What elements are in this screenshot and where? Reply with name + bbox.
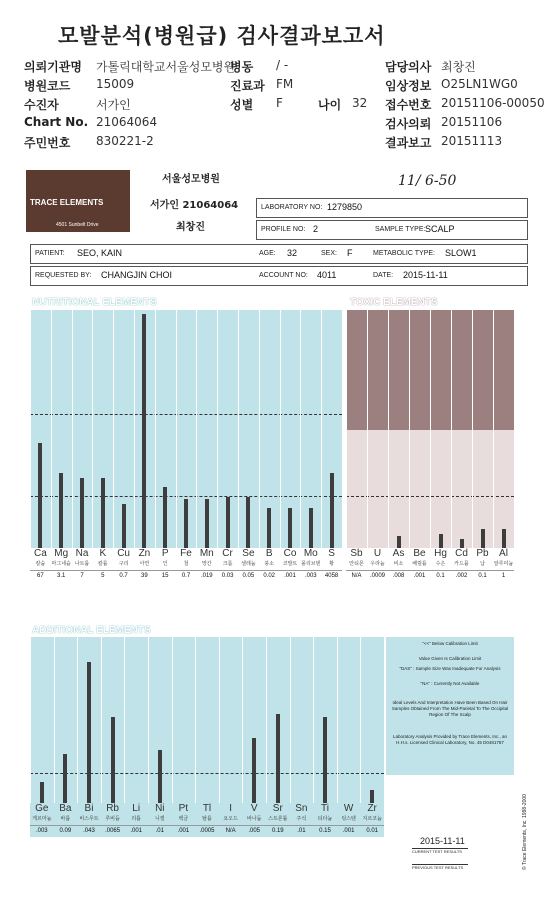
age-label: 나이 [318, 98, 342, 112]
nutritional-symbol: Na [75, 548, 89, 559]
toxic-symbol: Al [499, 548, 508, 559]
additional-korean-name: 루비듐 [105, 816, 120, 822]
nutritional-korean-name: 칼륨 [97, 561, 108, 567]
toxic-value: 0.1 [472, 570, 493, 579]
nutritional-korean-name: 몰리브덴 [301, 561, 321, 567]
header-value: 15009 [96, 77, 135, 91]
hospital-stamp: 서울성모병원 [162, 174, 220, 185]
additional-symbol: Ba [59, 803, 72, 814]
nutritional-value: 0.7 [113, 570, 134, 579]
nutritional-korean-name: 셀레늄 [241, 561, 256, 567]
date-value: 2015-11-11 [403, 270, 448, 280]
nutritional-value: .019 [196, 570, 217, 579]
additional-value: N/A [219, 825, 243, 834]
toxic-bar [460, 539, 464, 548]
additional-symbol: I [229, 803, 232, 814]
header-label: 주민번호 [24, 136, 71, 150]
nutritional-symbol: Cr [222, 548, 233, 559]
additional-column-divider [360, 637, 361, 803]
nutritional-bar [101, 478, 105, 548]
additional-korean-name: 티타늄 [317, 816, 333, 822]
header-label: 접수번호 [385, 98, 432, 112]
sheet-age-value: 32 [287, 248, 298, 258]
nutritional-title: NUTRITIONAL ELEMENTS [32, 297, 157, 308]
header-label: 의뢰기관명 [24, 60, 82, 74]
toxic-bar [439, 534, 443, 548]
nutritional-symbol: Ca [34, 548, 47, 559]
nutritional-bar [309, 508, 313, 548]
nutritional-column-divider [92, 310, 93, 548]
additional-korean-name: 주석 [296, 816, 307, 822]
nutritional-symbol: Mo [303, 548, 318, 559]
toxic-korean-name: 수은 [435, 561, 446, 567]
additional-column-divider [148, 637, 149, 803]
toxic-symbol: Cd [455, 548, 468, 559]
additional-column-divider [30, 637, 31, 803]
header-value: 서가인 [96, 98, 131, 112]
nutritional-value: 15 [155, 570, 176, 579]
nutritional-bar [288, 508, 292, 548]
header-value: FM [276, 77, 294, 91]
additional-korean-name: 지르코늄 [362, 816, 382, 822]
additional-column-divider [337, 637, 338, 803]
nutritional-column-divider [217, 310, 218, 548]
header-label: 진료과 [230, 79, 265, 93]
additional-symbol: Ge [35, 803, 49, 814]
header-value: 20151106 [441, 115, 503, 129]
toxic-column-divider [472, 310, 473, 548]
additional-korean-name: 탈륨 [202, 816, 212, 822]
doctor-stamp: 최창진 [176, 222, 205, 233]
additional-symbol: W [343, 803, 354, 814]
nutritional-column-divider [321, 310, 322, 548]
header-value: 최창진 [441, 60, 476, 74]
additional-column-divider [54, 637, 55, 803]
nutritional-bar [80, 478, 84, 548]
additional-symbol: Sn [295, 803, 308, 814]
account-label: ACCOUNT NO: [259, 272, 308, 279]
handwriting-note: 11/ 6-50 [398, 173, 457, 189]
additional-column-divider [195, 637, 196, 803]
nutritional-bar [330, 473, 334, 548]
additional-value: 0.15 [313, 825, 337, 834]
nutritional-value: .003 [300, 570, 321, 579]
copyright-side: © Trace Elements, Inc. 1998-2000 [522, 794, 528, 870]
requested-label: REQUESTED BY: [35, 272, 92, 279]
account-value: 4011 [317, 270, 337, 280]
nutritional-symbol: P [161, 548, 169, 559]
additional-bar [63, 754, 67, 803]
nutritional-column-divider [238, 310, 239, 548]
toxic-symbol: Be [413, 548, 426, 559]
metabolic-label: METABOLIC TYPE: [373, 250, 435, 257]
nutritional-column-divider [72, 310, 73, 548]
toxic-value: .001 [409, 570, 430, 579]
patient-label: PATIENT: [35, 250, 65, 257]
additional-korean-name: 리튬 [131, 816, 142, 822]
profile-no-value: 2 [313, 224, 319, 234]
additional-korean-name: 텅스텐 [341, 816, 356, 822]
header-value: 830221-2 [96, 134, 154, 148]
additional-value: .01 [290, 825, 314, 834]
requested-row [30, 266, 528, 286]
nutritional-bar [59, 473, 63, 548]
nutritional-bar [38, 443, 42, 548]
nutritional-bar [163, 487, 167, 548]
nutritional-value: 0.03 [217, 570, 238, 579]
toxic-symbol: U [373, 548, 382, 559]
nutritional-value: 7 [72, 570, 93, 579]
additional-bar [252, 738, 256, 803]
toxic-korean-name: 베릴륨 [412, 561, 427, 567]
nutritional-column-divider [176, 310, 177, 548]
toxic-korean-name: 비소 [393, 561, 404, 567]
additional-korean-name: 게르마늄 [32, 816, 52, 822]
toxic-column-divider [388, 310, 389, 548]
header-label: 성별 [230, 98, 254, 112]
nutritional-bar [122, 504, 126, 548]
additional-value: .001 [337, 825, 361, 834]
header-value: F [276, 96, 283, 110]
header-label: 검사의뢰 [385, 117, 432, 131]
additional-value: .0065 [101, 825, 125, 834]
current-label: CURRENT TEST RESULTS [412, 848, 468, 854]
nutritional-korean-name: 철 [183, 561, 189, 567]
nutritional-column-divider [259, 310, 260, 548]
nutritional-symbol: Se [242, 548, 255, 559]
toxic-value: 1 [493, 570, 514, 579]
additional-korean-name: 니켈 [154, 816, 165, 822]
nutritional-column-divider [280, 310, 281, 548]
profile-no-label: PROFILE NO: [261, 226, 306, 233]
patient-value: SEO, KAIN [77, 248, 123, 258]
additional-value: .003 [30, 825, 54, 834]
sample-type-label: SAMPLE TYPE: [375, 226, 426, 233]
sheet-sex-label: SEX: [321, 250, 337, 257]
nutritional-value: 4058 [321, 570, 342, 579]
nutritional-korean-name: 붕소 [264, 561, 275, 567]
nutritional-korean-name: 나트륨 [74, 561, 90, 567]
header-label: 임상정보 [385, 79, 432, 93]
additional-korean-name: 바나듐 [246, 816, 262, 822]
additional-value: .005 [242, 825, 266, 834]
toxic-column-divider [367, 310, 368, 548]
toxic-value: .008 [388, 570, 409, 579]
nutritional-korean-name: 황 [329, 561, 334, 567]
nutritional-symbol: Mg [54, 548, 69, 559]
toxic-bar [397, 536, 401, 548]
nutritional-korean-name: 칼슘 [35, 561, 46, 567]
additional-column-divider [290, 637, 291, 803]
nutritional-symbol: Fe [180, 548, 192, 559]
header-label: 결과보고 [385, 136, 432, 150]
lab-no-value: 1279850 [327, 202, 363, 212]
toxic-value: N/A [346, 570, 367, 579]
additional-symbol: Bi [84, 803, 94, 814]
metabolic-value: SLOW1 [445, 248, 477, 258]
legend-note: "<<" Below Calibration Limit [422, 641, 478, 646]
nutritional-symbol: Cu [117, 548, 130, 559]
age-value: 32 [352, 96, 368, 110]
header-label: 병원코드 [24, 79, 71, 93]
additional-value: .043 [77, 825, 101, 834]
additional-column-divider [172, 637, 173, 803]
legend-note: Ideal Levels And Interpretation Have Been Based On Hair Samples Obtained From The Mid-Parietal To The Occipital Region Of The Scalp [391, 700, 509, 717]
toxic-symbol: Hg [434, 548, 447, 559]
nutritional-bar [246, 497, 250, 548]
nutritional-korean-name: 망간 [201, 561, 212, 567]
additional-korean-name: 스트론튬 [268, 816, 288, 822]
toxic-value: .0009 [367, 570, 388, 579]
nutritional-bar [267, 508, 271, 548]
current-date: 2015-11-11 [420, 836, 465, 846]
patient-stamp: 서가인 21064064 [150, 200, 239, 211]
nutritional-column-divider [155, 310, 156, 548]
header-value: 가톨릭대학교서울성모병원 [96, 60, 236, 74]
additional-symbol: Pt [178, 803, 189, 814]
additional-value: .0005 [195, 825, 219, 834]
nutritional-korean-name: 크롬 [222, 561, 233, 567]
legend-note: "DAS" : Sample Size Was Inadequate For Analysis [399, 666, 501, 671]
additional-column-divider [242, 637, 243, 803]
nutritional-bar [205, 499, 209, 548]
toxic-title: TOXIC ELEMENTS [350, 297, 438, 308]
logo-address: 4501 Sunbelt Drive [56, 222, 99, 228]
nutritional-value: 3.1 [51, 570, 72, 579]
header-value: / - [276, 58, 289, 72]
logo-text: TRACE ELEMENTS [30, 198, 104, 207]
additional-symbol: Li [132, 803, 141, 814]
toxic-column-divider [346, 310, 347, 548]
additional-bar [40, 782, 44, 803]
nutritional-korean-name: 인 [162, 561, 168, 567]
header-value: 20151113 [441, 134, 503, 148]
nutritional-column-divider [196, 310, 197, 548]
nutritional-value: 5 [92, 570, 113, 579]
nutritional-value: .001 [280, 570, 301, 579]
nutritional-value: 0.02 [259, 570, 280, 579]
nutritional-column-divider [300, 310, 301, 548]
additional-bar [323, 717, 327, 803]
header-label: 수진자 [24, 98, 59, 112]
nutritional-symbol: Zn [138, 548, 151, 559]
toxic-korean-name: 납 [480, 561, 485, 567]
additional-column-divider [77, 637, 78, 803]
nutritional-korean-name: 구리 [118, 561, 129, 567]
sheet-sex-value: F [347, 248, 353, 258]
nutritional-value: 39 [134, 570, 155, 579]
previous-label: PREVIOUS TEST RESULTS [412, 864, 468, 870]
nutritional-korean-name: 마그네슘 [51, 561, 71, 567]
report-title: 모발분석(병원급) 검사결과보고서 [58, 24, 386, 48]
additional-bar [370, 790, 374, 803]
toxic-column-divider [493, 310, 494, 548]
nutritional-value: 0.05 [238, 570, 259, 579]
nutritional-symbol: K [99, 548, 107, 559]
header-value: 20151106-00050 [441, 96, 545, 110]
header-label: 병동 [230, 60, 254, 74]
nutritional-value: 0.7 [176, 570, 197, 579]
toxic-value: 0.1 [430, 570, 451, 579]
additional-symbol: V [250, 803, 258, 814]
header-value: 21064064 [96, 115, 158, 129]
toxic-bar [502, 529, 506, 548]
additional-bar [87, 662, 91, 803]
nutritional-ref-line-bottom [30, 496, 342, 497]
additional-value: 0.09 [54, 825, 78, 834]
additional-korean-name: 백금 [178, 816, 189, 822]
additional-bar [276, 714, 280, 803]
nutritional-ref-line-top [30, 414, 342, 415]
lab-no-label: LABORATORY NO: [261, 204, 323, 211]
legend-note: Value Given Is Calibration Limit [418, 656, 482, 661]
nutritional-symbol: Co [283, 548, 297, 559]
toxic-symbol: Pb [476, 548, 489, 559]
toxic-bar [481, 529, 485, 548]
header-label: 담당의사 [385, 60, 432, 74]
nutritional-korean-name: 아연 [139, 561, 150, 567]
additional-symbol: Sr [272, 803, 283, 814]
additional-column-divider [313, 637, 314, 803]
nutritional-bar [226, 497, 230, 548]
additional-symbol: Ni [155, 803, 165, 814]
additional-symbol: Rb [106, 803, 119, 814]
additional-value: 0.19 [266, 825, 290, 834]
additional-column-divider [124, 637, 125, 803]
nutritional-column-divider [134, 310, 135, 548]
toxic-column-divider [451, 310, 452, 548]
additional-bar [111, 717, 115, 803]
nutritional-symbol: S [328, 548, 335, 559]
nutritional-symbol: B [265, 548, 273, 559]
toxic-symbol: Sb [350, 548, 363, 559]
toxic-column-divider [409, 310, 410, 548]
additional-ref-line [30, 773, 384, 774]
additional-korean-name: 바륨 [60, 816, 71, 822]
toxic-korean-name: 카드뮴 [454, 561, 469, 567]
lab-no-box [256, 198, 528, 218]
additional-korean-name: 요오드 [223, 816, 238, 822]
additional-column-divider [101, 637, 102, 803]
toxic-korean-name: 우라늄 [370, 561, 385, 567]
additional-symbol: Ti [321, 803, 329, 814]
date-label: DATE: [373, 272, 394, 279]
toxic-column-divider [430, 310, 431, 548]
additional-korean-name: 비스무트 [79, 816, 99, 822]
nutritional-symbol: Mn [199, 548, 214, 559]
additional-symbol: Tl [202, 803, 212, 814]
sheet-age-label: AGE: [259, 250, 276, 257]
legend-note: Laboratory Analysis Provided by Trace Elements, Inc., an H.H.s. Licensed Clinical Laboratory, No. 45 D0481787 [392, 734, 508, 745]
header-label: Chart No. [24, 115, 89, 129]
nutritional-korean-name: 코발트 [282, 561, 298, 567]
additional-bar [158, 750, 162, 803]
lab-logo [26, 170, 130, 232]
nutritional-column-divider [51, 310, 52, 548]
nutritional-bar [142, 314, 146, 548]
nutritional-column-divider [113, 310, 114, 548]
additional-symbol: Zr [367, 803, 377, 814]
nutritional-column-divider [30, 310, 31, 548]
toxic-korean-name: 안티몬 [349, 561, 364, 567]
requested-value: CHANGJIN CHOI [101, 270, 173, 280]
additional-value: .001 [172, 825, 196, 834]
additional-value: .01 [148, 825, 172, 834]
toxic-symbol: As [392, 548, 405, 559]
additional-value: .001 [124, 825, 148, 834]
nutritional-value: 67 [30, 570, 51, 579]
additional-column-divider [266, 637, 267, 803]
additional-column-divider [219, 637, 220, 803]
header-value: O25LN1WG0 [441, 77, 518, 91]
toxic-value: .002 [451, 570, 472, 579]
legend-note: "NA" : Currently Not Available [420, 681, 480, 686]
additional-value: 0.01 [360, 825, 384, 834]
additional-title: ADDITIONAL ELEMENTS [32, 625, 151, 636]
nutritional-bar [184, 499, 188, 548]
profile-box [256, 220, 528, 240]
patient-row [30, 244, 528, 264]
toxic-korean-name: 알루미늄 [493, 561, 514, 567]
sample-type-value: SCALP [425, 224, 455, 234]
